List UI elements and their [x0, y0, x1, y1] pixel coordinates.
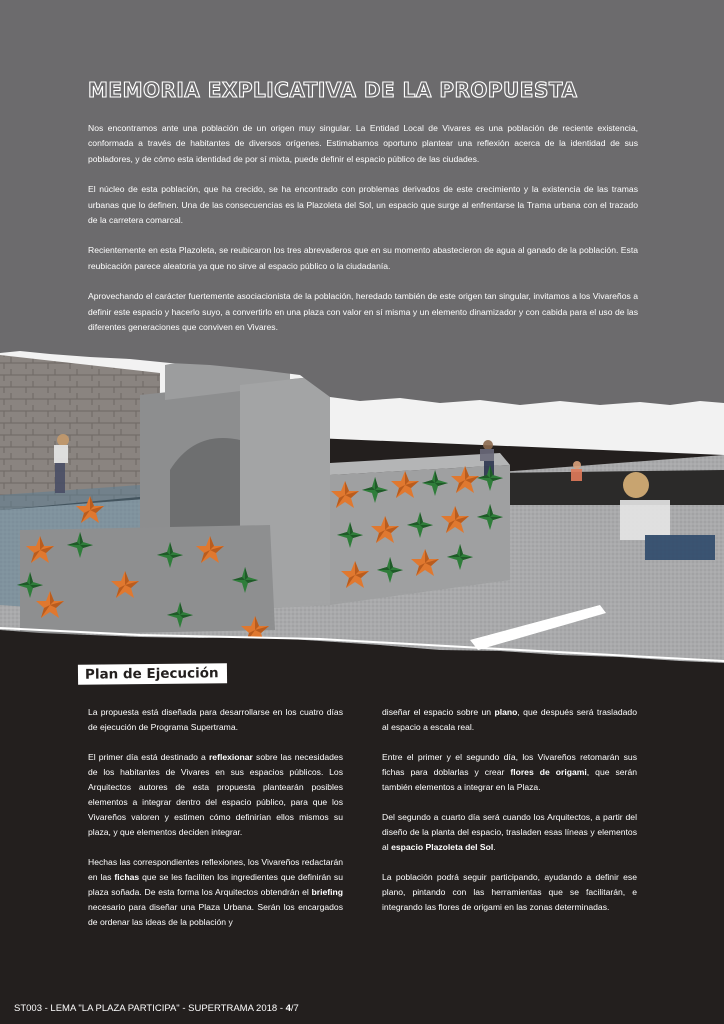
page-number: 4 [285, 1003, 291, 1014]
paragraph: La propuesta está diseñada para desarrollarse en los cuatro días de ejecución de Programa Supertrama. [88, 707, 343, 732]
intro-text [88, 121, 638, 350]
intro-paragraph: Nos encontramos ante una población de un origen muy singular. La Entidad Local de Vivares es una población de reciente existencia, conformada a través de habitantes de diversos orígenes. Estimabamos oportuno plantear una reflexión acerca de la identidad de sus pobladores, y de cómo esta identidad de por sí mixta, puede definir el espacio público de las ciudades. [88, 123, 638, 164]
plaza-render-image [0, 345, 724, 675]
paragraph: La población podrá seguir participando, ayudando a definir ese plano, pintando con las herramientas que se facilitarán, e integrando las flores de origami en las zonas determinadas. [382, 872, 637, 912]
paragraph: diseñar el espacio sobre un plano, que después será trasladado al espacio a escala real. [382, 707, 637, 732]
paragraph: Del segundo a cuarto día será cuando los Arquitectos, a partir del diseño de la planta del espacio, trasladen esas líneas y elementos al espacio Plazoleta del Sol. [382, 812, 637, 852]
page-total: /7 [290, 1003, 299, 1014]
page-footer [14, 1003, 299, 1014]
paragraph: El primer día está destinado a reflexionar sobre las necesidades de los habitantes de Vivares en sus espacios públicos. Los Arquitectos autores de esta propuesta plantearán posibles elementos a integrar dentro del espacio público, para que los Vivareños valoren y estimen cómo definirían ellos mismos su plaza, y que elementos deciden integrar. [88, 752, 344, 837]
section-title: Plan de Ejecución [78, 663, 227, 685]
right-column [382, 705, 637, 930]
left-column [88, 705, 343, 945]
intro-paragraph: El núcleo de esta población, que ha crecido, se ha encontrado con problemas derivados de este crecimiento y la existencia de las tramas urbanas que lo definen. Una de las consecuencias es la Plazoleta del Sol, un espacio que surge al enfrentarse la Trama urbana con el trazado de la carretera comarcal. [88, 184, 638, 226]
page-title: MEMORIA EXPLICATIVA DE LA PROPUESTA [88, 78, 578, 102]
footer-text: ST003 - LEMA "LA PLAZA PARTICIPA" - SUPERTRAMA 2018 - [14, 1003, 286, 1014]
intro-paragraph: Aprovechando el carácter fuertemente asociacionista de la población, heredado también de este origen tan singular, invitamos a los Vivareños a definir este espacio y hacerlo suyo, a convertirlo en una plaza con valor en sí misma y un elemento dinamizador y con cabida para el uso de las diferentes generaciones que conviven en Vivares. [88, 291, 638, 333]
intro-paragraph: Recientemente en esta Plazoleta, se reubicaron los tres abrevaderos que en su momento abastecieron de agua al ganado de la población. Esta reubicación parece aleatoria ya que no sirve al espacio público o la ciudadanía. [88, 245, 638, 271]
paragraph: Entre el primer y el segundo día, los Vivareños retomarán sus fichas para doblarlas y crear flores de origami, que serán también elementos a integrar en la Plaza. [382, 752, 637, 792]
paragraph: Hechas las correspondientes reflexiones, los Vivareños redactarán en las fichas que se les faciliten los ingredientes que definirán su plaza soñada. De esta forma los Arquitectos obtendrán el briefing necesario para diseñar una Plaza Urbana. Serán los encargados de ordenar las ideas de la población y [88, 857, 343, 927]
